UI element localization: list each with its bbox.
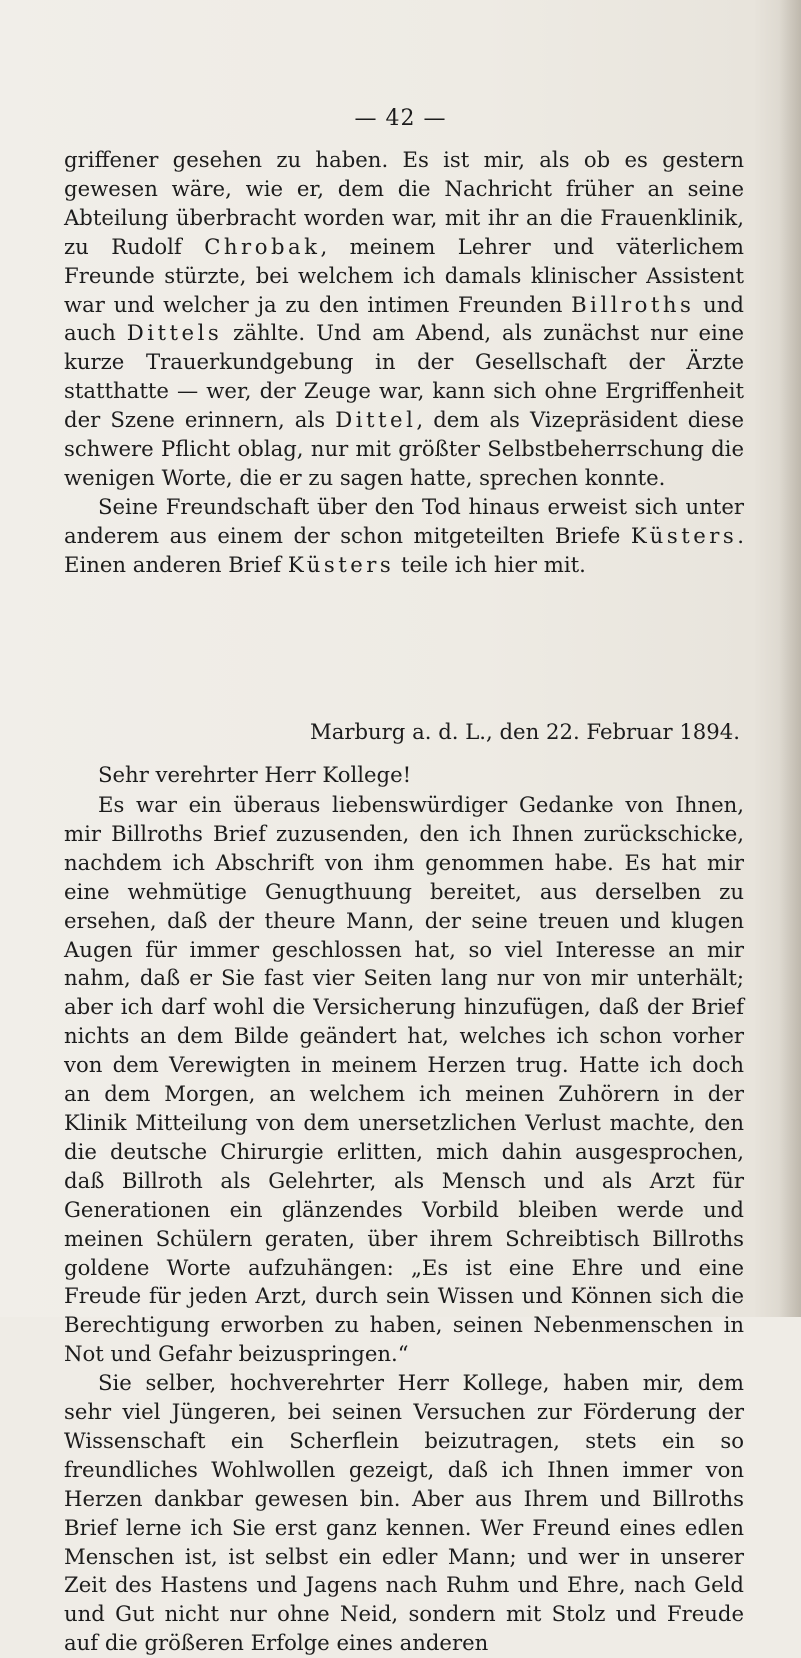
- person-name-kuesters: Küsters: [287, 551, 395, 577]
- intro-text-segment: , dem als Vizepräsident diese schwere Pflicht oblag, nur mit größter Selbstbeherrschung die wenigen Worte, die er zu sagen hatte, sprechen konnte.: [64, 407, 745, 490]
- person-name-dittels: Dittels: [126, 320, 223, 346]
- person-name-kuesters: Küsters: [630, 522, 738, 548]
- intro-text-segment: griffener gesehen zu haben. Es ist mir, als ob es gestern gewesen wäre, wie er, dem die Nachricht früher an seine Abteilung überbracht worden war, mit ihr an die Frauenklinik, zu Rudolf: [64, 147, 744, 259]
- intro-text-segment: und auch: [64, 291, 744, 346]
- letter-body: [64, 791, 744, 1658]
- letter-dateline: Marburg a. d. L., den 22. Februar 1894.: [310, 719, 740, 744]
- page-edge-shadow: [779, 0, 801, 1317]
- letter-paragraph-1: Es war ein überaus liebenswürdiger Gedanke von Ihnen, mir Billroths Brief zuzusenden, den ich Ihnen zurückschicke, nachdem ich Abschrift von ihm genommen habe. Es hat mir eine wehmütige Genugthuung bereitet, aus derselben zu ersehen, daß der theure Mann, der seine treuen und klugen Augen für immer geschlossen hat, so viel Interesse an mir nahm, daß er Sie fast vier Seiten lang nur von mir unterhält; aber ich darf wohl die Versicherung hinzufügen, daß der Brief nichts an dem Bilde geändert hat, welches ich schon vorher von dem Verewigten in meinem Herzen trug. Hatte ich doch an dem Morgen, an welchem ich meinen Zuhörern in der Klinik Mitteilung von dem unersetzlichen Verlust machte, den die deutsche Chirurgie erlitten, mich dahin ausgesprochen, daß Billroth als Gelehrter, als Mensch und als Arzt für Generationen ein glänzendes Vorbild bleiben werde und meinen Schülern geraten, über ihrem Schreibtisch Billroths goldene Worte aufzuhängen: „Es ist eine Ehre und eine Freude für jeden Arzt, durch sein Wissen und Können sich die Berechtigung erworben zu haben, seinen Nebenmenschen in Not und Gefahr beizuspringen.“: [64, 792, 744, 1367]
- intro-text-segment: zählte. Und am Abend, als zunächst nur eine kurze Trauerkundgebung in der Gesellschaft der Ärzte statthatte — wer, der Zeuge war, kann sich ohne Ergriffenheit der Szene erinnern, als: [64, 320, 745, 433]
- intro-text-segment: teile ich hier mit.: [394, 551, 586, 577]
- person-name-chrobak: Chrobak: [204, 233, 321, 259]
- intro-text: [64, 146, 744, 580]
- intro-paragraph-1: [64, 146, 744, 493]
- person-name-billroths: Billroths: [571, 291, 695, 317]
- intro-text-segment: Seine Freundschaft über den Tod hinaus erweist sich unter anderem aus einem der schon mitgeteilten Briefe: [64, 493, 744, 548]
- intro-text-segment: . Einen anderen Brief: [64, 522, 744, 577]
- letter-salutation: Sehr verehrter Herr Kollege!: [98, 762, 412, 787]
- page-number: — 42 —: [354, 106, 447, 131]
- person-name-dittel: Dittel: [335, 407, 417, 433]
- intro-paragraph-2: [64, 493, 744, 580]
- letter-paragraph-2: Sie selber, hochverehrter Herr Kollege, haben mir, dem sehr viel Jüngeren, bei seinen Versuchen zur Förderung der Wissenschaft ein Scherflein beizutragen, stets ein so freundliches Wohlwollen gezeigt, daß ich Ihnen immer von Herzen dankbar gewesen bin. Aber aus Ihrem und Billroths Brief lerne ich Sie erst ganz kennen. Wer Freund eines edlen Menschen ist, ist selbst ein edler Mann; und wer in unserer Zeit des Hastens und Jagens nach Ruhm und Ehre, nach Geld und Gut nicht nur ohne Neid, sondern mit Stolz und Freude auf die größeren Erfolge eines anderen: [64, 1370, 744, 1656]
- intro-text-segment: , meinem Lehrer und väterlichem Freunde stürzte, bei welchem ich damals klinischer Assistent war und welcher ja zu den intimen Freunden: [64, 233, 744, 317]
